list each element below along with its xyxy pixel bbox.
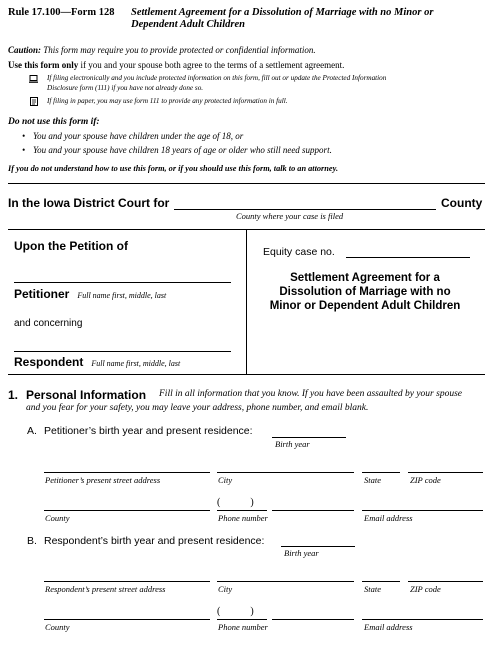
respondent-email-caption: Email address [364, 622, 413, 632]
petitioner-name-input[interactable] [14, 282, 231, 283]
electronic-note-line2: Disclosure form (111) if you have not already done so. [47, 83, 204, 92]
respondent-label: Respondent [14, 355, 84, 369]
form-title-line2: Dependent Adult Children [131, 19, 245, 30]
court-prefix: In the Iowa District Court for [8, 196, 170, 210]
respondent-caption [14, 353, 180, 371]
petitioner-county-caption: County [45, 513, 70, 523]
use-only-text: if you and your spouse both agree to the terms of a settlement agreement. [80, 60, 345, 70]
document-title [251, 271, 479, 313]
respondent-name-input[interactable] [14, 351, 231, 352]
petitioner-state-caption: State [364, 475, 381, 485]
upon-petition-label: Upon the Petition of [14, 239, 128, 253]
court-suffix: County [441, 196, 483, 210]
form-title [131, 7, 486, 31]
respondent-city-caption: City [218, 584, 233, 594]
subsection-a-letter: A. [27, 425, 37, 437]
respondent-hint: Full name first, middle, last [91, 359, 181, 368]
caution-text: This form may require you to provide protected or confidential information. [43, 45, 316, 55]
equity-case-label: Equity case no. [263, 246, 335, 258]
computer-icon [29, 75, 38, 83]
document-title-line3: Minor or Dependent Adult Children [269, 300, 461, 312]
use-only-note [8, 60, 344, 70]
respondent-phone-input[interactable] [272, 619, 354, 620]
county-caption: County where your case is filed [236, 211, 344, 221]
petitioner-birth-year-input[interactable] [272, 437, 346, 438]
do-not-use-item: • You and your spouse have children under the age of 18, or [22, 131, 244, 141]
paper-filing-note: If filing in paper, you may use form 111 to provide any protected information in full. [47, 97, 288, 105]
document-title-line1: Settlement Agreement for a [290, 272, 440, 284]
petitioner-street-caption: Petitioner’s present street address [45, 475, 161, 485]
caption-box-bottom [8, 374, 485, 375]
respondent-birth-label: Respondent’s birth year and present residence: [44, 535, 265, 547]
do-not-use-list [22, 129, 332, 157]
petitioner-city-caption: City [218, 475, 233, 485]
electronic-filing-note [47, 74, 386, 93]
petitioner-zip-input[interactable] [408, 472, 483, 473]
respondent-area-code[interactable]: ( ) [217, 606, 254, 617]
petitioner-street-input[interactable] [44, 472, 210, 473]
petitioner-birth-year-caption: Birth year [275, 439, 310, 449]
caption-box-divider [246, 229, 247, 374]
respondent-phone-caption: Phone number [218, 622, 268, 632]
respondent-street-caption: Respondent’s present street address [45, 584, 166, 594]
petitioner-area-code[interactable]: ( ) [217, 497, 254, 508]
electronic-note-line1: If filing electronically and you include protected information on this form, fill out or update the Protected Information [47, 74, 387, 82]
petitioner-phone-input[interactable] [272, 510, 354, 511]
petitioner-zip-caption: ZIP code [410, 475, 441, 485]
petitioner-city-input[interactable] [217, 472, 354, 473]
petitioner-caption [14, 285, 166, 303]
respondent-county-input[interactable] [44, 619, 210, 620]
section-divider [8, 183, 485, 184]
attorney-note: If you do not understand how to use this form, or if you should use this form, talk to an attorney. [8, 164, 339, 173]
petitioner-label: Petitioner [14, 287, 70, 301]
respondent-street-input[interactable] [44, 581, 210, 582]
respondent-birth-year-input[interactable] [281, 546, 355, 547]
section1-instructions-line1: Fill in all information that you know. If you have been assaulted by your spouse [159, 389, 462, 399]
do-not-use-item: • You and your spouse have children 18 years of age or older who still need support. [22, 145, 332, 155]
section1-instructions-line2: and you fear for your safety, you may leave your address, phone number, and email blank. [26, 403, 369, 413]
respondent-email-input[interactable] [362, 619, 483, 620]
respondent-area-code-line [217, 619, 267, 620]
section1-heading: Personal Information [26, 388, 147, 402]
county-input[interactable] [174, 209, 436, 210]
respondent-city-input[interactable] [217, 581, 354, 582]
respondent-county-caption: County [45, 622, 70, 632]
equity-case-input[interactable] [346, 257, 470, 258]
form-title-line1: Settlement Agreement for a Dissolution of Marriage with no Minor or [131, 7, 434, 18]
petitioner-phone-caption: Phone number [218, 513, 268, 523]
petitioner-area-code-line [217, 510, 267, 511]
petitioner-birth-label: Petitioner’s birth year and present residence: [44, 425, 253, 437]
caution-label: Caution: [8, 45, 42, 55]
subsection-b-letter: B. [27, 535, 37, 547]
petitioner-county-input[interactable] [44, 510, 210, 511]
respondent-state-caption: State [364, 584, 381, 594]
petitioner-email-input[interactable] [362, 510, 483, 511]
petitioner-email-caption: Email address [364, 513, 413, 523]
respondent-zip-caption: ZIP code [410, 584, 441, 594]
respondent-state-input[interactable] [362, 581, 400, 582]
form-rule-number: Rule 17.100—Form 128 [8, 7, 115, 18]
petitioner-state-input[interactable] [362, 472, 400, 473]
caution-note [8, 45, 316, 55]
use-only-label: Use this form only [8, 60, 79, 70]
document-title-line2: Dissolution of Marriage with no [279, 286, 451, 298]
respondent-zip-input[interactable] [408, 581, 483, 582]
section1-number: 1. [8, 388, 19, 402]
respondent-birth-year-caption: Birth year [284, 548, 319, 558]
petitioner-hint: Full name first, middle, last [77, 291, 167, 300]
and-concerning-label: and concerning [14, 318, 83, 329]
document-icon [30, 97, 38, 106]
do-not-use-heading: Do not use this form if: [8, 117, 100, 127]
